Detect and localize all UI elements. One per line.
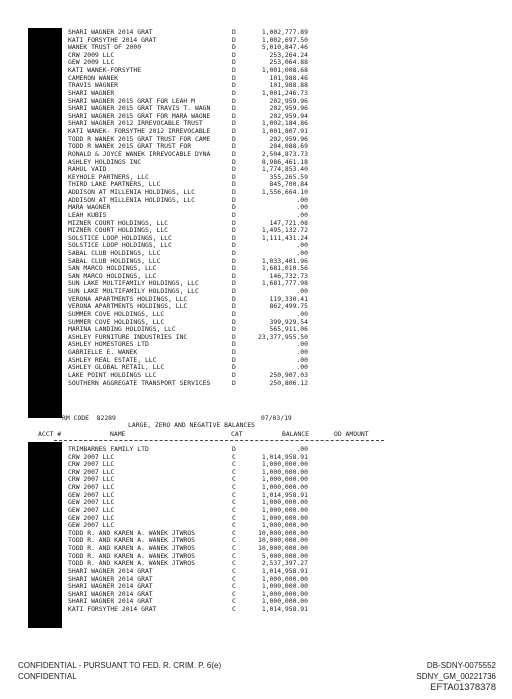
account-balance: 204,088.69: [269, 142, 308, 151]
account-name: ADDISON AT MILLENIA HOLDINGS, LLC: [68, 195, 195, 204]
account-category: D: [232, 96, 236, 105]
account-balance: 1,014,958.91: [261, 605, 308, 614]
account-balance: 202,959.94: [269, 111, 308, 120]
account-name: LAKE POINT HOLDINGS LLC: [68, 370, 157, 379]
table-row: [0, 296, 400, 304]
rm-code-line: [62, 414, 116, 422]
account-balance: 101,988.46: [269, 73, 308, 82]
account-name: TODD R WANEK 2015 GRAT TRUST FOR CAME: [68, 134, 211, 143]
account-category: D: [232, 127, 236, 136]
account-balance: 119,330.41: [269, 294, 308, 303]
account-balance: 23,377,955.50: [257, 332, 308, 341]
account-category: D: [232, 233, 236, 242]
account-name: GEW 2007 LLC: [68, 490, 115, 499]
account-balance: 1,556,664.10: [261, 188, 308, 197]
account-name: TODD R. AND KAREN A. WANEK JTWROS: [68, 559, 195, 568]
account-category: C: [232, 551, 236, 560]
account-balance: .00: [296, 445, 308, 453]
account-category: D: [232, 172, 236, 181]
table-row: [0, 357, 400, 365]
account-category: D: [232, 195, 236, 204]
account-balance: .00: [296, 340, 308, 349]
account-balance: .00: [296, 195, 308, 204]
account-balance: 1,000,000.00: [261, 498, 308, 507]
account-name: GEW 2007 LLC: [68, 513, 115, 522]
account-balance: 1,000,000.00: [261, 589, 308, 598]
account-balance: 10,000,000.00: [257, 528, 308, 537]
footer-confidential-notice: CONFIDENTIAL - PURSUANT TO FED. R. CRIM. P. 6(e): [18, 661, 222, 670]
table-row: [0, 181, 400, 189]
account-balance: 202,959.96: [269, 134, 308, 143]
account-balance: 1,001,008.68: [261, 66, 308, 75]
table-row: [0, 227, 400, 235]
account-name: SHARI WAGNER 2014 GRAT: [68, 589, 153, 598]
account-category: D: [232, 35, 236, 44]
footer-bates-db: DB-SDNY-0075552: [426, 661, 496, 670]
account-category: D: [232, 256, 236, 265]
account-name: GEW 2007 LLC: [68, 505, 115, 514]
account-balance: 202,959.96: [269, 104, 308, 113]
account-category: C: [232, 475, 236, 484]
account-balance: .00: [296, 248, 308, 257]
table-row: [0, 52, 400, 60]
table-row: [0, 235, 400, 243]
account-name: CRW 2007 LLC: [68, 467, 115, 476]
account-balance: 1,002,184.86: [261, 119, 308, 128]
account-name: LEAH KUBIS: [68, 210, 107, 219]
account-balance: 1,111,431.24: [261, 233, 308, 242]
footer-bates-sdny: SDNY_GM_00221736: [416, 672, 496, 681]
account-category: C: [232, 574, 236, 583]
table-row: [0, 484, 400, 492]
account-name: RAHUL VAID: [68, 165, 107, 174]
account-balance: .00: [296, 241, 308, 250]
table-row: [0, 606, 400, 614]
account-category: D: [232, 279, 236, 288]
account-category: D: [232, 28, 236, 36]
account-name: ASHLEY GLOBAL RETAIL, LLC: [68, 363, 165, 372]
account-balance: 1,014,958.91: [261, 490, 308, 499]
account-balance: 147,721.08: [269, 218, 308, 227]
table-row: [0, 189, 400, 197]
account-category: C: [232, 467, 236, 476]
account-category: D: [232, 88, 236, 97]
account-category: C: [232, 544, 236, 553]
account-category: D: [232, 340, 236, 349]
account-balance: .00: [296, 210, 308, 219]
account-name: GEW 2009 LLC: [68, 58, 115, 67]
account-category: D: [232, 370, 236, 379]
account-balance: 101,988.88: [269, 81, 308, 90]
account-name: VERONA APARTMENTS HOLDINGS, LLC: [68, 302, 188, 311]
account-balance: 1,002,777.89: [261, 28, 308, 36]
table-row: [0, 515, 400, 523]
table-row: [0, 82, 400, 90]
account-category: D: [232, 363, 236, 372]
account-balance: 1,774,853.40: [261, 165, 308, 174]
account-category: C: [232, 452, 236, 461]
table-row: [0, 303, 400, 311]
account-name: TODD R WANEK 2015 GRAT TRUST FOR: [68, 142, 192, 151]
table-row: [0, 461, 400, 469]
rm-code-label: RM CODE: [62, 414, 89, 422]
account-balance: 2,504,873.73: [261, 149, 308, 158]
account-balance: 1,000,000.00: [261, 513, 308, 522]
account-name: TODD R. AND KAREN A. WANEK JTWROS: [68, 544, 195, 553]
account-category: D: [232, 325, 236, 334]
account-name: SUMMER COVE HOLDINGS, LLC: [68, 309, 165, 318]
account-name: KATI WANEK-FORSYTHE: [68, 66, 142, 75]
account-balance: 1,033,401.96: [261, 256, 308, 265]
table-row: [0, 174, 400, 182]
account-balance: 1,001,246.73: [261, 88, 308, 97]
account-category: C: [232, 505, 236, 514]
account-category: D: [232, 271, 236, 280]
account-balance: 355,265.59: [269, 172, 308, 181]
account-name: KATI WANEK- FORSYTHE 2012 IRREVOCABLE: [68, 127, 211, 136]
table-row: [0, 454, 400, 462]
account-category: D: [232, 111, 236, 120]
account-name: ASHLEY REAL ESTATE, LLC: [68, 355, 157, 364]
account-category: D: [232, 317, 236, 326]
account-balance: 399,929.54: [269, 317, 308, 326]
account-name: GEW 2007 LLC: [68, 521, 115, 530]
account-balance: 1,000,000.00: [261, 467, 308, 476]
table-row: [0, 59, 400, 67]
account-category: C: [232, 528, 236, 537]
table-row: [0, 364, 400, 372]
table-row: [0, 545, 400, 553]
account-category: D: [232, 50, 236, 59]
table-row: [0, 499, 400, 507]
account-name: TRIMBARNES FAMILY LTD: [68, 445, 149, 453]
account-balance: 565,911.06: [269, 325, 308, 334]
account-name: TODD R. AND KAREN A. WANEK JTWROS: [68, 528, 195, 537]
account-balance: 1,000,000.00: [261, 483, 308, 492]
col-header-od-amount: OD AMOUNT: [334, 430, 369, 438]
account-name: ASHLEY FURNITURE INDUSTRIES INC: [68, 332, 188, 341]
account-category: C: [232, 513, 236, 522]
account-balance: 1,000,000.00: [261, 582, 308, 591]
account-name: CRW 2007 LLC: [68, 460, 115, 469]
footer-bates-efta: EFTA01378378: [430, 682, 496, 693]
account-category: C: [232, 589, 236, 598]
account-name: KATI FORSYTHE 2014 GRAT: [68, 35, 157, 44]
account-category: D: [232, 188, 236, 197]
account-category: C: [232, 605, 236, 614]
rm-code-value: 82289: [96, 414, 116, 422]
account-category: C: [232, 460, 236, 469]
account-balance: 1,014,958.91: [261, 452, 308, 461]
account-name: SABAL CLUB HOLDINGS, LLC: [68, 256, 161, 265]
account-category: D: [232, 355, 236, 364]
account-name: SAN MARCO HOLDINGS, LLC: [68, 264, 157, 273]
account-balance: 1,000,000.00: [261, 574, 308, 583]
account-category: D: [232, 142, 236, 151]
account-category: C: [232, 498, 236, 507]
table-row: [0, 560, 400, 568]
account-balance: 1,000,000.00: [261, 460, 308, 469]
account-balance: 1,000,000.00: [261, 521, 308, 530]
account-name: SHARI WAGNER 2014 GRAT: [68, 28, 153, 36]
account-category: C: [232, 582, 236, 591]
table-row: [0, 159, 400, 167]
table-row: [0, 507, 400, 515]
account-balance: 5,000,000.00: [261, 551, 308, 560]
table-row: [0, 349, 400, 357]
table-row: [0, 591, 400, 599]
account-category: D: [232, 43, 236, 52]
account-name: ASHLEY HOMESTORES LTD: [68, 340, 149, 349]
account-category: D: [232, 218, 236, 227]
account-balance: .00: [296, 203, 308, 212]
account-category: D: [232, 58, 236, 67]
table-row: [0, 44, 400, 52]
table-row: [0, 288, 400, 296]
account-balance: 1,001,807.91: [261, 127, 308, 136]
account-balance: 2,537,397.27: [261, 559, 308, 568]
account-name: CRW 2007 LLC: [68, 452, 115, 461]
account-balance: .00: [296, 363, 308, 372]
table-row: [0, 311, 400, 319]
footer-confidential: CONFIDENTIAL: [18, 672, 77, 681]
account-category: D: [232, 134, 236, 143]
table-row: [0, 553, 400, 561]
account-category: D: [232, 180, 236, 189]
table-row: [0, 576, 400, 584]
account-category: D: [232, 119, 236, 128]
table-row: [0, 75, 400, 83]
table-row: [0, 166, 400, 174]
account-category: D: [232, 73, 236, 82]
table-row: [0, 446, 400, 454]
account-category: D: [232, 332, 236, 341]
account-balance: 1,000,000.00: [261, 505, 308, 514]
account-category: D: [232, 104, 236, 113]
account-balance: 5,010,847.46: [261, 43, 308, 52]
table-row: [0, 204, 400, 212]
account-balance: .00: [296, 309, 308, 318]
account-name: ASHLEY HOLDINGS INC: [68, 157, 142, 166]
account-balance: 862,499.75: [269, 302, 308, 311]
account-name: WANEK TRUST OF 2000: [68, 43, 142, 52]
account-name: GABRIELLE E. WANEK: [68, 348, 138, 357]
table-row: [0, 273, 400, 281]
account-name: TRAVIS WAGNER: [68, 81, 119, 90]
account-name: MARA WAGNER: [68, 203, 111, 212]
account-balance: .00: [296, 355, 308, 364]
account-balance: 1,681,777.98: [261, 279, 308, 288]
account-category: D: [232, 294, 236, 303]
table-row: [0, 522, 400, 530]
account-category: D: [232, 157, 236, 166]
account-name: SUN LAKE MULTIFAMILY HOLDINGS, LLC: [68, 287, 199, 296]
account-balance: 250,806.12: [269, 378, 308, 387]
account-category: D: [232, 378, 236, 387]
account-name: SHARI WAGNER 2014 GRAT: [68, 566, 153, 575]
header-divider: [54, 440, 384, 441]
account-category: C: [232, 597, 236, 606]
account-name: SHARI WAGNER 2014 GRAT: [68, 597, 153, 606]
account-balance: 1,000,000.00: [261, 597, 308, 606]
account-balance: 1,002,697.50: [261, 35, 308, 44]
account-category: C: [232, 536, 236, 545]
account-category: C: [232, 490, 236, 499]
col-header-cat: CAT: [231, 430, 243, 438]
account-category: D: [232, 226, 236, 235]
table-row: [0, 197, 400, 205]
table-row: [0, 90, 400, 98]
account-name: MIZNER COURT HOLDINGS, LLC: [68, 218, 169, 227]
account-name: MARINA LANDING HOLDINGS, LLC: [68, 325, 176, 334]
account-category: D: [232, 248, 236, 257]
account-name: SHARI WAGNER 2015 GRAT FOR MARA WAGNE: [68, 111, 211, 120]
table-row: [0, 334, 400, 342]
account-name: SOLSTICE LOOP HOLDINGS, LLC: [68, 233, 172, 242]
account-balance: 1,495,132.72: [261, 226, 308, 235]
account-category: C: [232, 559, 236, 568]
table-row: [0, 250, 400, 258]
account-category: D: [232, 264, 236, 273]
table-row: [0, 220, 400, 228]
table-row: [0, 242, 400, 250]
account-balance: 146,732.73: [269, 271, 308, 280]
account-balance: 250,907.03: [269, 370, 308, 379]
account-name: ADDISON AT MILLENIA HOLDINGS, LLC: [68, 188, 195, 197]
account-balance: 202,959.96: [269, 96, 308, 105]
report-title: LARGE, ZERO AND NEGATIVE BALANCES: [128, 421, 255, 429]
account-category: D: [232, 203, 236, 212]
account-category: D: [232, 165, 236, 174]
table-row: [0, 151, 400, 159]
table-row: [0, 530, 400, 538]
account-category: C: [232, 521, 236, 530]
account-name: SHARI WAGNER 2012 IRREVOCABLE TRUST: [68, 119, 203, 128]
account-category: D: [232, 287, 236, 296]
account-name: CAMERON WANEK: [68, 73, 119, 82]
account-category: D: [232, 241, 236, 250]
col-header-acct: ACCT #: [38, 430, 62, 438]
account-name: SHARI WAGNER 2015 GRAT TRAVIS T. WAGN: [68, 104, 211, 113]
account-category: D: [232, 149, 236, 158]
account-name: CRW 2007 LLC: [68, 475, 115, 484]
account-category: D: [232, 309, 236, 318]
account-category: D: [232, 302, 236, 311]
table-row: [0, 29, 400, 37]
table-row: [0, 136, 400, 144]
account-name: VERONA APARTMENTS HOLDINGS, LLC: [68, 294, 188, 303]
table-row: [0, 583, 400, 591]
account-name: KATI FORSYTHE 2014 GRAT: [68, 605, 157, 614]
account-name: CRW 2009 LLC: [68, 50, 115, 59]
account-name: CRW 2007 LLC: [68, 483, 115, 492]
account-name: SHARI WAGNER 2014 GRAT: [68, 582, 153, 591]
report-date: 07/03/19: [261, 414, 292, 422]
account-balance: 845,700.84: [269, 180, 308, 189]
table-row: [0, 469, 400, 477]
table-row: [0, 492, 400, 500]
account-name: SHARI WAGNER 2015 GRAT FOR LEAH M: [68, 96, 195, 105]
account-category: D: [232, 445, 236, 453]
account-name: MIZNER COURT HOLDINGS, LLC: [68, 226, 169, 235]
table-row: [0, 380, 400, 388]
account-name: TODD R. AND KAREN A. WANEK JTWROS: [68, 536, 195, 545]
account-balance: 10,000,000.00: [257, 536, 308, 545]
account-category: D: [232, 81, 236, 90]
account-category: C: [232, 566, 236, 575]
account-name: GEW 2007 LLC: [68, 498, 115, 507]
account-name: KEYHOLE PARTNERS, LLC: [68, 172, 149, 181]
table-row: [0, 341, 400, 349]
account-balance: 10,000,000.00: [257, 544, 308, 553]
table-row: [0, 326, 400, 334]
account-name: RONALD & JOYCE WANEK IRREVOCABLE DYNA: [68, 149, 211, 158]
account-balance: 1,681,010.56: [261, 264, 308, 273]
table-row: [0, 476, 400, 484]
account-category: C: [232, 483, 236, 492]
account-name: SOUTHERN AGGREGATE TRANSPORT SERVICES: [68, 378, 211, 387]
table-row: [0, 212, 400, 220]
account-balance: .00: [296, 287, 308, 296]
account-balance: 1,000,000.00: [261, 475, 308, 484]
account-name: SUN LAKE MULTIFAMILY HOLDINGS, LLC: [68, 279, 199, 288]
account-name: SHARI WAGNER: [68, 88, 115, 97]
account-name: SABAL CLUB HOLDINGS, LLC: [68, 248, 161, 257]
account-balance: 253,264.24: [269, 50, 308, 59]
account-balance: .00: [296, 348, 308, 357]
table-row: [0, 265, 400, 273]
account-category: D: [232, 348, 236, 357]
table-row: [0, 568, 400, 576]
account-name: THIRD LAKE PARTNERS, LLC: [68, 180, 161, 189]
table-row: [0, 598, 400, 606]
account-name: SUMMER COVE HOLDINGS, LLC: [68, 317, 165, 326]
table-row: [0, 537, 400, 545]
table-row: [0, 37, 400, 45]
account-balance: 8,986,461.18: [261, 157, 308, 166]
account-name: SOLSTICE LOOP HOLDINGS, LLC: [68, 241, 172, 250]
col-header-name: NAME: [110, 430, 126, 438]
table-row: [0, 67, 400, 75]
table-row: [0, 319, 400, 327]
table-row: [0, 280, 400, 288]
table-row: [0, 258, 400, 266]
account-balance: 253,064.88: [269, 58, 308, 67]
account-category: D: [232, 210, 236, 219]
account-name: SHARI WAGNER 2014 GRAT: [68, 574, 153, 583]
account-category: D: [232, 66, 236, 75]
account-balance: 1,014,958.91: [261, 566, 308, 575]
col-header-balance: BALANCE: [282, 430, 309, 438]
account-name: TODD R. AND KAREN A. WANEK JTWROS: [68, 551, 195, 560]
account-name: SAN MARCO HOLDINGS, LLC: [68, 271, 157, 280]
